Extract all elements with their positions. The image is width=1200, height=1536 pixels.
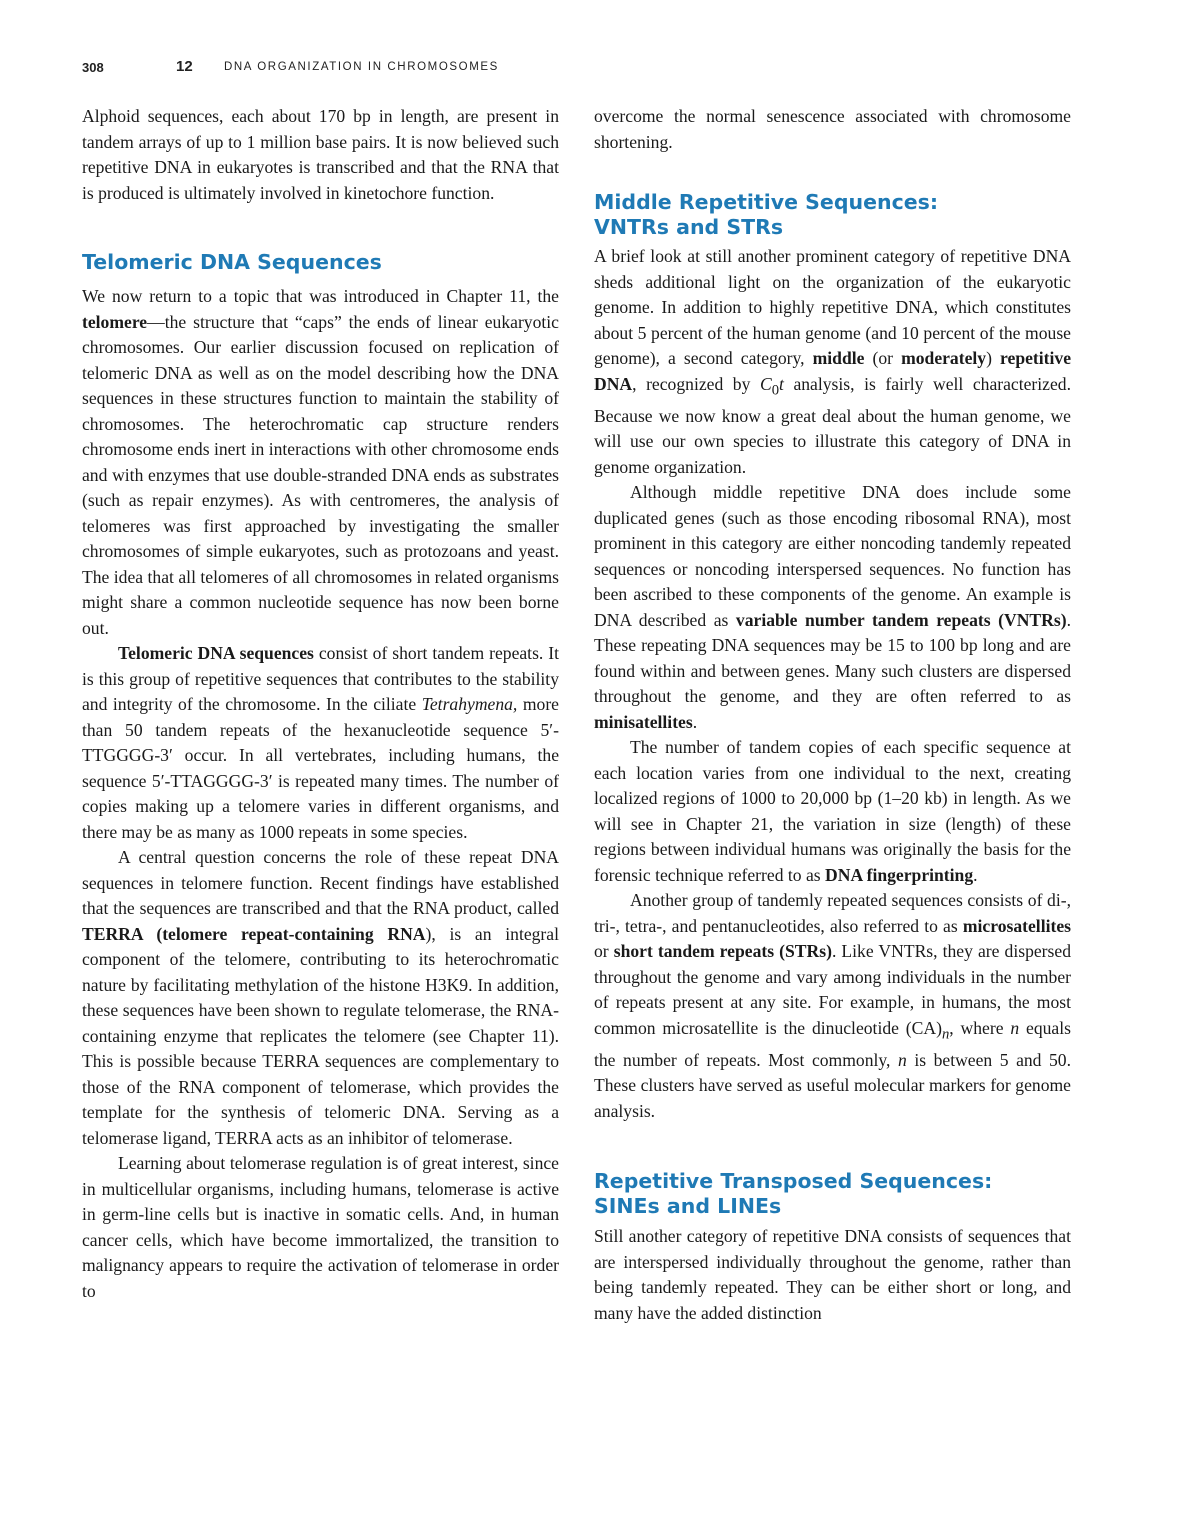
term-vntrs: variable number tandem repeats (VNTRs) bbox=[735, 609, 1067, 630]
term-microsatellites: microsatellites bbox=[962, 915, 1071, 936]
term-telomere: telomere bbox=[82, 311, 148, 332]
continued-paragraph: overcome the normal senescence associated with chromosome shortening. bbox=[594, 106, 1071, 152]
text-span: is between 5 and 50. These clusters have served as useful molecular markers for genome analysis. bbox=[594, 1049, 1071, 1121]
page-number: 308 bbox=[82, 60, 104, 75]
term-repetitive-dna: repetitive DNA bbox=[594, 348, 1072, 394]
text-span: A brief look at still another prominent category of repetitive DNA sheds additional light on the organization of the eukaryotic genome. In addition to highly repetitive DNA, which constitutes about 5 percent of the human genome (and 10 percent of the mouse genome), a second category, bbox=[594, 246, 1071, 368]
right-column bbox=[594, 104, 1071, 1326]
text-span: —the structure that “caps” the ends of linear eukaryotic chromosomes. Our earlier discussion focused on replication of telomeric DNA as well as on the model describing how the DNA sequences in these structures function to maintain the stability of chromosomes. The heterochromatic cap structure renders chromosome ends inert in interactions with other chromosome ends and with enzymes that use double-stranded DNA ends as substrates (such as repair enzymes). As with centromeres, the analysis of telomeres was first approached by investigating the smaller chromosomes of simple eukaryotes, such as protozoans and yeast. The idea that all telomeres of all chromosomes in related organisms might share a common nucleotide sequence has now been borne out. bbox=[82, 311, 559, 638]
text-span: , where bbox=[949, 1017, 1011, 1038]
text-span: more than 50 tandem repeats of the hexanucleotide sequence 5′-TTGGGG-3′ occur. In all vertebrates, including humans, the sequence 5′-TTAGGGG-3′ is repeated many times. The number of copies making up a telomere varies in different organisms, and there may be as many as 1000 repeats in some species. bbox=[82, 694, 559, 842]
heading-line: Repetitive Transposed Sequences: bbox=[594, 1169, 993, 1194]
term-strs: short tandem repeats (STRs) bbox=[613, 941, 832, 962]
text-span: analysis, is fairly well characterized. Because we now know a great deal about the human genome, we will use our own species to illustrate this category of DNA in genome organization. bbox=[594, 373, 1071, 477]
middle-paragraph-2 bbox=[594, 480, 1071, 735]
text-span: . These repeating DNA sequences may be 15 to 100 bp long and are found within and between genes. Many such clusters are dispersed throughout the genome, and they are often referred to as bbox=[594, 609, 1071, 707]
chapter-title: DNA ORGANIZATION IN CHROMOSOMES bbox=[224, 61, 499, 73]
text-span: . bbox=[973, 864, 978, 885]
term-tetrahymena: Tetrahymena, bbox=[421, 694, 518, 714]
left-column bbox=[82, 104, 559, 1304]
text-span: Another group of tandemly repeated sequences consists of di-, tri-, tetra-, and pentanucleotides, also referred to as bbox=[594, 890, 1071, 936]
text-span: (or bbox=[864, 348, 902, 368]
intro-paragraph: Alphoid sequences, each about 170 bp in length, are present in tandem arrays of up to 1 million base pairs. It is now believed such repetitive DNA in eukaryotes is transcribed and that the RNA that is produced is ultimately involved in kinetochore function. bbox=[82, 106, 559, 203]
heading-line: SINEs and LINEs bbox=[594, 1194, 782, 1219]
term-telomeric-dna-sequences: Telomeric DNA sequences bbox=[118, 643, 314, 663]
term-moderately: moderately bbox=[901, 348, 987, 368]
text-span: consist of short tandem repeats. It is this group of repetitive sequences that contributes to the stability and integrity of the chromosome. In the ciliate bbox=[82, 643, 560, 714]
telomere-paragraph-3 bbox=[82, 845, 559, 1151]
term-middle: middle bbox=[812, 348, 865, 368]
heading-middle-repetitive-sequences bbox=[594, 190, 1071, 240]
middle-paragraph-4 bbox=[594, 888, 1071, 1124]
term-terra: TERRA (telomere repeat-containing RNA bbox=[82, 923, 426, 944]
term-minisatellites: minisatellites bbox=[594, 711, 693, 732]
telomere-paragraph-1 bbox=[82, 284, 559, 641]
term-dna-fingerprinting: DNA fingerprinting bbox=[825, 864, 974, 885]
text-span: ) bbox=[986, 348, 1001, 368]
transposed-paragraph-1: Still another category of repetitive DNA consists of sequences that are interspersed individually throughout the genome, rather than being tandemly repeated. They can be either short or long, and many have the added distinction bbox=[594, 1226, 1071, 1323]
text-span: equals the number of repeats. Most commonly, bbox=[594, 1017, 1071, 1070]
text-span: or bbox=[594, 941, 614, 962]
telomere-paragraph-2 bbox=[82, 641, 559, 845]
middle-paragraph-3 bbox=[594, 735, 1071, 888]
text-span: ), is an integral component of the telomere, contributing to its heterochromatic nature by facilitating methylation of the histone H3K9. In addition, these sequences have been shown to regulate telomerase, the RNA-containing enzyme that replicates the telomere (see Chapter 11). This is possible because TERRA sequences are complementary to those of the RNA component of telomerase, which provides the template for the synthesis of telomeric DNA. Serving as a telomerase ligand, TERRA acts as an inhibitor of telomerase. bbox=[82, 923, 559, 1148]
text-span: . Like VNTRs, they are dispersed throughout the genome and vary among individuals in the number of repeats present at any site. For example, in humans, the most common microsatellite is the dinucleotide (CA) bbox=[594, 941, 1071, 1038]
text-span: A central question concerns the role of these repeat DNA sequences in telomere function. Recent findings have established that the sequences are transcribed and that the RNA product, called bbox=[82, 847, 559, 918]
text-span: The number of tandem copies of each specific sequence at each location varies from one individual to the next, creating localized regions of 1000 to 20,000 bp (1–20 kb) in length. As we will see in Chapter 21, the variation in size (length) of these regions between individual humans was originally the basis for the forensic technique referred to as bbox=[594, 737, 1071, 885]
text-span: Although middle repetitive DNA does include some duplicated genes (such as those encoding ribosomal RNA), most prominent in this category are either noncoding tandemly repeated sequences or noncoding interspersed sequences. No function has been ascribed to these components of the genome. An example is DNA described as bbox=[594, 482, 1071, 630]
middle-paragraph-1 bbox=[594, 244, 1071, 480]
heading-line: VNTRs and STRs bbox=[594, 215, 784, 239]
heading-repetitive-transposed-sequences bbox=[594, 1169, 1071, 1219]
running-head bbox=[82, 58, 1082, 80]
term-c0t-t: t bbox=[779, 373, 784, 394]
heading-line: Middle Repetitive Sequences: bbox=[594, 190, 939, 214]
heading-telomeric-dna-sequences: Telomeric DNA Sequences bbox=[82, 250, 382, 274]
text-span: We now return to a topic that was introduced in Chapter 11, the bbox=[82, 286, 559, 306]
var-n: n bbox=[941, 1026, 950, 1043]
text-span: . bbox=[692, 711, 698, 732]
term-c0t-c: C bbox=[759, 373, 772, 394]
text-span: , recognized by bbox=[632, 373, 760, 394]
telomere-paragraph-4: Learning about telomerase regulation is of great interest, since in multicellular organisms, including humans, telomerase is active in germ-line cells but is inactive in somatic cells. And, in human cancer cells, which have become immortalized, the transition to malignancy appears to require the activation of telomerase in order to bbox=[82, 1153, 559, 1301]
term-c0t-subscript: 0 bbox=[771, 382, 780, 399]
var-n: n bbox=[1010, 1017, 1020, 1038]
var-n: n bbox=[898, 1049, 907, 1070]
chapter-number: 12 bbox=[176, 58, 193, 75]
